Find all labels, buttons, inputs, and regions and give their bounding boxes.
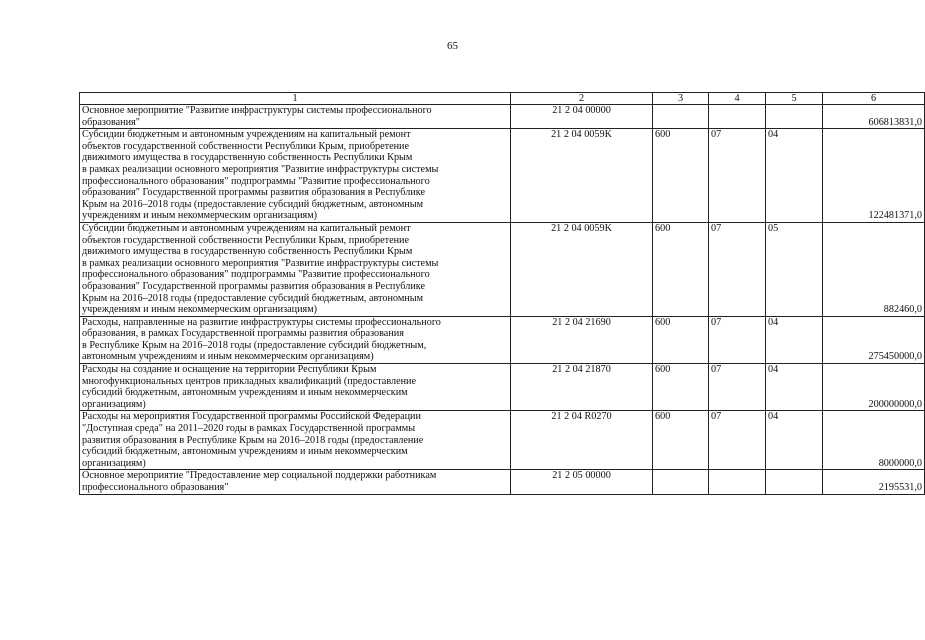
row-amount: 8000000,0	[823, 411, 925, 470]
row-code: 21 2 04 21870	[511, 364, 653, 411]
row-amount: 200000000,0	[823, 364, 925, 411]
row-section: 07	[709, 364, 766, 411]
row-code: 21 2 04 0059K	[511, 222, 653, 316]
row-code: 21 2 04 00000	[511, 105, 653, 129]
row-amount: 606813831,0	[823, 105, 925, 129]
row-section	[709, 470, 766, 494]
row-description: Основное мероприятие "Развитие инфраструктуры системы профессионального образования"	[80, 105, 511, 129]
row-code: 21 2 04 0059K	[511, 129, 653, 223]
header-col-6: 6	[823, 93, 925, 105]
row-expense-type: 600	[653, 129, 709, 223]
table-row	[80, 129, 925, 223]
header-col-1: 1	[80, 93, 511, 105]
row-code: 21 2 04 R0270	[511, 411, 653, 470]
row-description: Расходы, направленные на развитие инфраструктуры системы профессионального образования, в рамках Государственной программы развития образования в Республике Крым на 2016–2018 годы (предоставление субсидий бюджетным, автономным учреждениям и иным некоммерческим организациям)	[80, 316, 511, 363]
row-expense-type: 600	[653, 411, 709, 470]
row-expense-type	[653, 105, 709, 129]
row-section: 07	[709, 222, 766, 316]
row-subsection: 04	[766, 316, 823, 363]
table-header-row	[80, 93, 925, 105]
header-col-4: 4	[709, 93, 766, 105]
row-expense-type	[653, 470, 709, 494]
row-expense-type: 600	[653, 222, 709, 316]
row-amount: 882460,0	[823, 222, 925, 316]
row-description: Расходы на создание и оснащение на территории Республики Крым многофункциональных центров прикладных квалификаций (предоставление субсидий бюджетным, автономным учреждениям и иным некоммерческим организациям)	[80, 364, 511, 411]
row-description: Основное мероприятие "Предоставление мер социальной поддержки работникам профессионального образования"	[80, 470, 511, 494]
row-subsection: 05	[766, 222, 823, 316]
page-number: 65	[447, 40, 458, 52]
row-amount: 275450000,0	[823, 316, 925, 363]
header-col-2: 2	[511, 93, 653, 105]
row-amount: 122481371,0	[823, 129, 925, 223]
row-section: 07	[709, 411, 766, 470]
table-row	[80, 470, 925, 494]
header-col-3: 3	[653, 93, 709, 105]
row-code: 21 2 04 21690	[511, 316, 653, 363]
row-subsection	[766, 470, 823, 494]
row-expense-type: 600	[653, 364, 709, 411]
table-row	[80, 316, 925, 363]
row-code: 21 2 05 00000	[511, 470, 653, 494]
budget-table	[79, 92, 925, 495]
row-expense-type: 600	[653, 316, 709, 363]
row-description: Субсидии бюджетным и автономным учреждениям на капитальный ремонт объектов государственной собственности Республики Крым, приобретение движимого имущества в государственную собственность Республики Крым в рамках реализации основного мероприятия "Развитие инфраструктуры системы профессионального образования" подпрограммы "Развитие профессионального образования" Государственной программы развития образования в Республике Крым на 2016–2018 годы (предоставление субсидий бюджетным, автономным учреждениям и иным некоммерческим организациям)	[80, 129, 511, 223]
table-row	[80, 411, 925, 470]
table-row	[80, 364, 925, 411]
row-amount: 2195531,0	[823, 470, 925, 494]
header-col-5: 5	[766, 93, 823, 105]
table-row	[80, 105, 925, 129]
row-section: 07	[709, 316, 766, 363]
table-row	[80, 222, 925, 316]
row-subsection: 04	[766, 411, 823, 470]
row-subsection: 04	[766, 364, 823, 411]
row-subsection	[766, 105, 823, 129]
row-subsection: 04	[766, 129, 823, 223]
row-section: 07	[709, 129, 766, 223]
row-section	[709, 105, 766, 129]
row-description: Расходы на мероприятия Государственной программы Российской Федерации "Доступная среда" на 2011–2020 годы в рамках Государственной программы развития образования в Республике Крым на 2016–2018 годы (предоставление субсидий бюджетным, автономным учреждениям и иным некоммерческим организациям)	[80, 411, 511, 470]
row-description: Субсидии бюджетным и автономным учреждениям на капитальный ремонт объектов государственной собственности Республики Крым, приобретение движимого имущества в государственную собственность Республики Крым в рамках реализации основного мероприятия "Развитие инфраструктуры системы профессионального образования" подпрограммы "Развитие профессионального образования" Государственной программы развития образования в Республике Крым на 2016–2018 годы (предоставление субсидий бюджетным, автономным учреждениям и иным некоммерческим организациям)	[80, 222, 511, 316]
